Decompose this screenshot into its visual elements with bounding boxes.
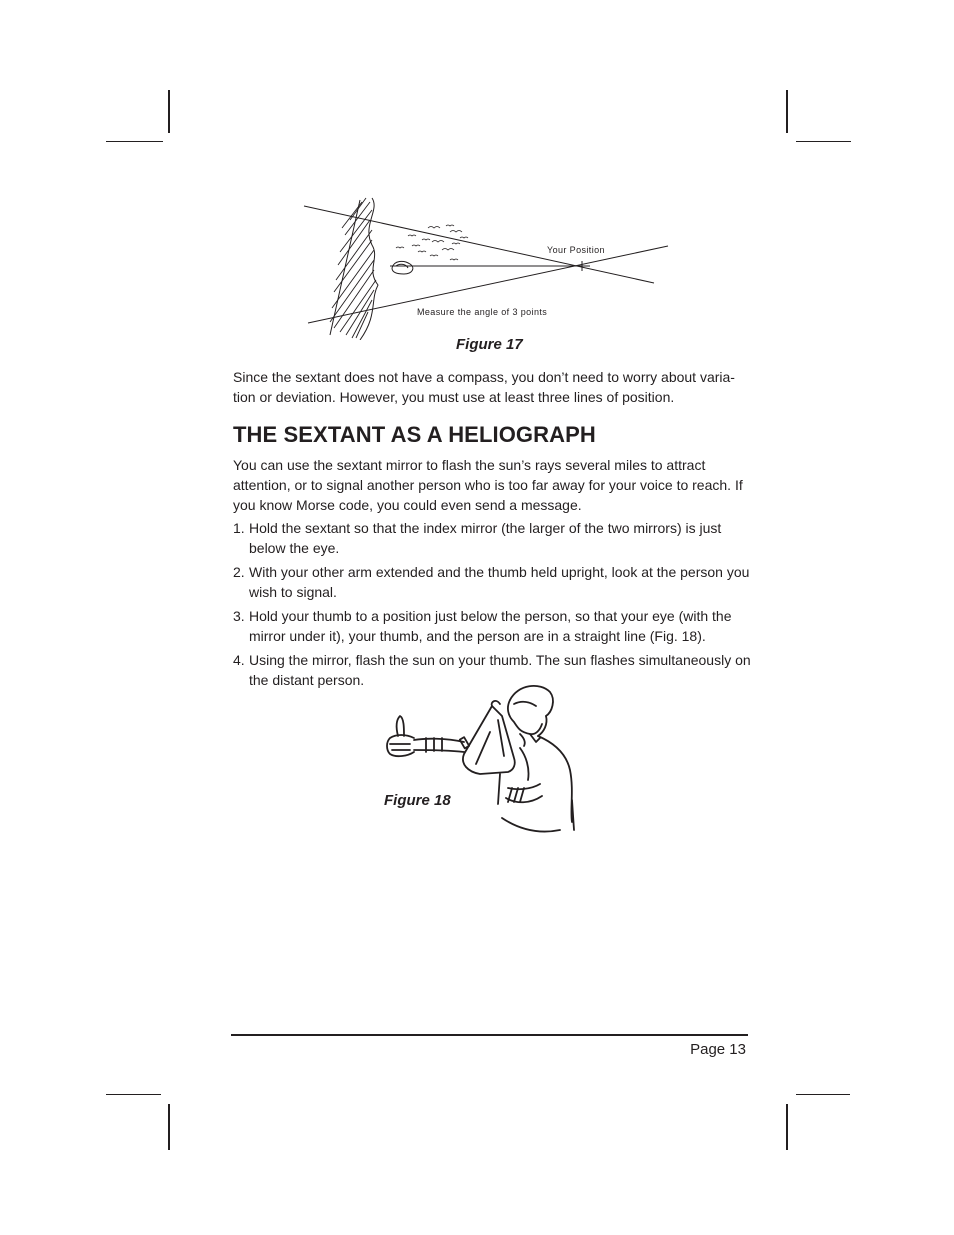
step-text: Hold the sextant so that the index mirror (the larger of the two mirrors) is just below the eye.: [249, 520, 722, 556]
list-item: [233, 518, 753, 558]
step-number: 4.: [233, 652, 245, 668]
step-text: Hold your thumb to a position just below the person, so that your eye (with the mirror under it), your thumb, and the person are in a straight line (Fig. 18).: [249, 608, 732, 644]
step-text: With your other arm extended and the thumb held upright, look at the person you wish to signal.: [249, 564, 750, 600]
crop-mark: [168, 90, 170, 133]
list-item: [233, 606, 753, 646]
step-text: Using the mirror, flash the sun on your thumb. The sun flashes simultaneously on the distant person.: [249, 652, 751, 688]
figure-17-illustration: [300, 190, 675, 340]
crop-mark: [106, 1094, 161, 1095]
crop-mark: [796, 141, 851, 142]
crop-mark: [106, 141, 163, 142]
measure-angle-label: Measure the angle of 3 points: [417, 307, 548, 317]
figure-17-caption: Figure 17: [456, 336, 523, 353]
list-item: [233, 562, 753, 602]
intro-paragraph: Since the sextant does not have a compass, you don’t need to worry about varia-tion or deviation. However, you must use at least three lines of position.: [233, 369, 735, 405]
section-heading: THE SEXTANT AS A HELIOGRAPH: [233, 422, 596, 447]
your-position-label: Your Position: [547, 245, 605, 255]
figure-18-caption: Figure 18: [384, 792, 451, 809]
crop-mark: [796, 1094, 850, 1095]
footer-rule: [231, 1034, 748, 1036]
steps-list: [233, 518, 753, 694]
section-paragraph: You can use the sextant mirror to flash the sun’s rays several miles to attract attention, or to signal another person who is too far away for your voice to reach. If you know Morse code, you could even send a message.: [233, 457, 743, 513]
step-number: 3.: [233, 608, 245, 624]
crop-mark: [786, 90, 788, 133]
step-number: 1.: [233, 520, 245, 536]
crop-mark: [786, 1104, 788, 1150]
crop-mark: [168, 1104, 170, 1150]
page-number: Page 13: [690, 1041, 746, 1058]
figure-18-illustration: [380, 680, 585, 840]
step-number: 2.: [233, 564, 245, 580]
